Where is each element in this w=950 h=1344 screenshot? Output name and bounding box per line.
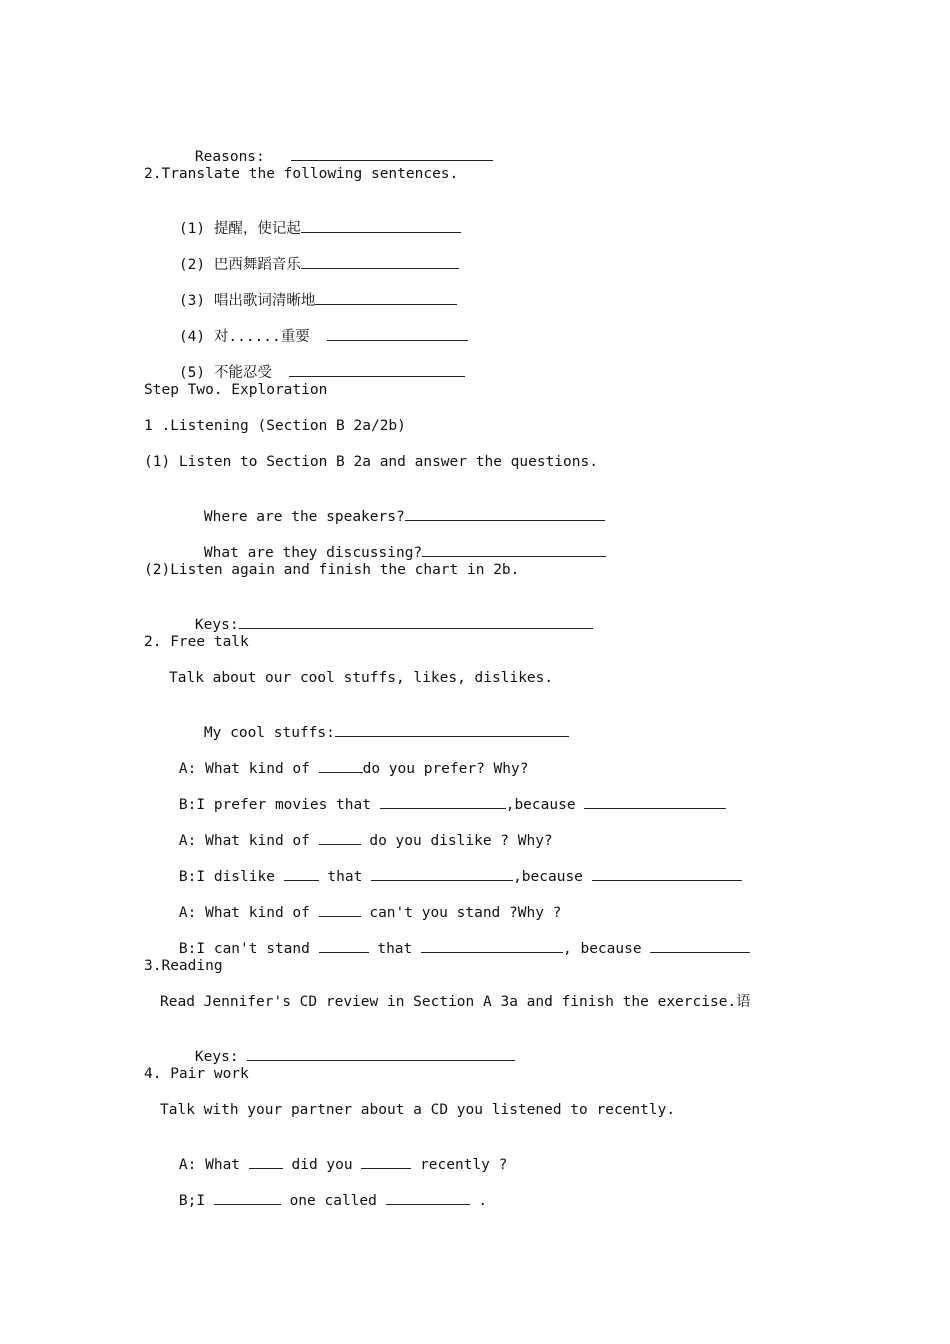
answer-blank xyxy=(315,291,457,305)
keys-blank xyxy=(247,1047,515,1061)
dialog-text: ,because xyxy=(505,797,585,813)
keys-blank xyxy=(239,615,593,629)
dialog-text: B:I can't stand xyxy=(178,941,319,957)
translate-item-3 xyxy=(144,273,457,309)
answer-blank xyxy=(422,543,606,557)
answer-blank xyxy=(335,723,569,737)
dialog-text: did you xyxy=(282,1157,362,1173)
answer-blank xyxy=(301,219,461,233)
translate-item-2 xyxy=(144,237,459,273)
answer-blank xyxy=(421,939,563,953)
dialog-text: A: What kind of xyxy=(178,761,319,777)
dialog-text: do you dislike ? Why? xyxy=(360,833,553,849)
answer-blank xyxy=(361,1155,411,1169)
answer-blank xyxy=(319,831,361,845)
translate-item-1 xyxy=(144,201,461,237)
dialog2-line-2 xyxy=(144,1173,488,1209)
keys-label: Keys: xyxy=(194,617,239,633)
reading-heading: 3.Reading xyxy=(144,958,223,974)
item-text: 唱出歌词清晰地 xyxy=(213,293,316,309)
dialog-text: B:I prefer movies that xyxy=(178,797,380,813)
answer-blank xyxy=(319,939,369,953)
pair-work-instruction: Talk with your partner about a CD you listened to recently. xyxy=(160,1102,676,1118)
answer-blank xyxy=(650,939,750,953)
dialog-text: A: What xyxy=(178,1157,249,1173)
dialog-line-3 xyxy=(144,813,553,849)
translate-heading: 2.Translate the following sentences. xyxy=(144,166,459,182)
reasons-blank xyxy=(291,147,493,161)
answer-blank xyxy=(386,1191,470,1205)
listening-heading: 1 .Listening (Section B 2a/2b) xyxy=(144,418,406,434)
answer-blank xyxy=(371,867,513,881)
my-cool-stuffs-line xyxy=(169,705,569,741)
answer-blank xyxy=(301,255,459,269)
keys-label: Keys: xyxy=(194,1049,248,1065)
answer-blank xyxy=(284,867,319,881)
reasons-line xyxy=(160,129,493,165)
listen-question-2: (2)Listen again and finish the chart in 2b. xyxy=(144,562,520,578)
step-two-heading: Step Two. Exploration xyxy=(144,382,328,398)
keys-line-1 xyxy=(160,597,593,633)
answer-blank xyxy=(319,903,361,917)
item-number: (3) xyxy=(178,293,206,309)
item-number: (2) xyxy=(178,257,206,273)
what-question-line xyxy=(169,525,606,561)
dialog-text: , because xyxy=(563,941,651,957)
answer-blank xyxy=(319,759,363,773)
item-text: 巴西舞蹈音乐 xyxy=(213,257,301,273)
dialog-text: B;I xyxy=(178,1193,214,1209)
dialog-text: A: What kind of xyxy=(178,905,319,921)
pair-work-heading: 4. Pair work xyxy=(144,1066,249,1082)
dialog-line-6 xyxy=(144,921,750,957)
where-question-line xyxy=(169,489,605,525)
answer-blank xyxy=(327,327,468,341)
my-cool-stuffs-label: My cool stuffs: xyxy=(203,725,335,741)
item-number: (5) xyxy=(178,365,206,381)
dialog-text: one called xyxy=(280,1193,386,1209)
dialog-text: ,because xyxy=(513,869,592,885)
dialog-line-2 xyxy=(144,777,726,813)
dialog-text: . xyxy=(469,1193,488,1209)
dialog-text: that xyxy=(368,941,421,957)
answer-blank xyxy=(249,1155,283,1169)
free-talk-instruction: Talk about our cool stuffs, likes, dislikes. xyxy=(169,670,554,686)
listen-question-1: (1) Listen to Section B 2a and answer the questions. xyxy=(144,454,598,470)
translate-item-4 xyxy=(144,309,468,345)
translate-item-5 xyxy=(144,345,465,381)
answer-blank xyxy=(214,1191,281,1205)
item-number: (1) xyxy=(178,221,206,237)
dialog-text: A: What kind of xyxy=(178,833,319,849)
dialog-line-4 xyxy=(144,849,742,885)
dialog-text: recently ? xyxy=(411,1157,508,1173)
dialog-text: that xyxy=(318,869,372,885)
dialog-line-1 xyxy=(144,741,529,777)
dialog-line-5 xyxy=(144,885,562,921)
dialog-text: can't you stand ?Why ? xyxy=(360,905,562,921)
where-question: Where are the speakers? xyxy=(203,509,405,525)
dialog-text: do you prefer? Why? xyxy=(362,761,529,777)
dialog-text: B:I dislike xyxy=(178,869,284,885)
item-text: 对......重要 xyxy=(213,329,310,345)
what-question: What are they discussing? xyxy=(203,545,423,561)
answer-blank xyxy=(405,507,605,521)
answer-blank xyxy=(380,795,506,809)
answer-blank xyxy=(592,867,742,881)
item-text: 提醒，使记起 xyxy=(213,221,301,237)
keys-line-2 xyxy=(160,1029,515,1065)
item-text: 不能忍受 xyxy=(213,365,272,381)
free-talk-heading: 2. Free talk xyxy=(144,634,249,650)
dialog2-line-1 xyxy=(144,1137,508,1173)
reading-instruction: Read Jennifer's CD review in Section A 3a and finish the exercise.语 xyxy=(160,994,751,1010)
answer-blank xyxy=(584,795,726,809)
answer-blank xyxy=(289,363,465,377)
item-number: (4) xyxy=(178,329,206,345)
reasons-label: Reasons: xyxy=(194,149,265,165)
